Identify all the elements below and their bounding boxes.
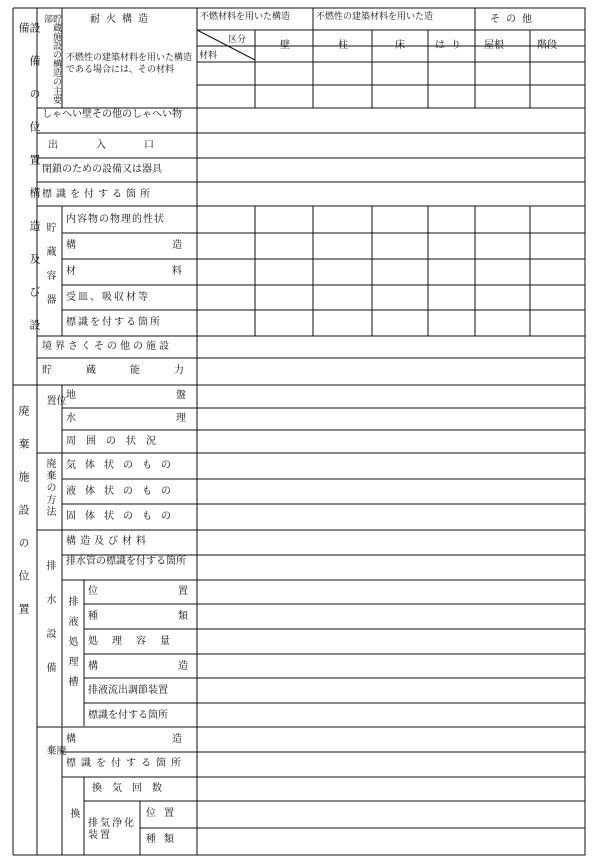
- row-storage-capacity: 貯蔵能力: [42, 365, 218, 376]
- group-drain-facility: 排水設備: [44, 560, 55, 696]
- sc-material: 材料: [66, 266, 278, 277]
- dm-liquid: 液体状のもの: [66, 486, 180, 497]
- et-structure: 構造: [88, 661, 268, 672]
- group-storage-container: 貯蔵容器: [44, 222, 55, 318]
- group-exhaust-purifier: 排気浄化装置: [88, 818, 136, 841]
- header-main-parts: 貯蔵施設の構造の主要部: [42, 14, 61, 104]
- header-kubun: 区分: [228, 35, 247, 45]
- dm-solid: 固体状のもの: [66, 511, 180, 522]
- row-boundary-fence: 境界さくその他の施設: [42, 341, 172, 352]
- bg-sign-location: 標識を付する箇所: [66, 758, 186, 769]
- bg-air-changes: 換気回数: [92, 783, 172, 794]
- header-other: その他: [490, 14, 538, 25]
- header-nonflammable-structure: 不燃材料を用いた構造: [200, 12, 291, 22]
- header-fire-resistant: 耐火構造: [90, 14, 154, 25]
- loc-surroundings: 周囲の状況: [66, 436, 166, 447]
- sc-receiver: 受皿、吸収材等: [66, 292, 150, 303]
- header-zairyo: 材料: [199, 51, 218, 61]
- et-outflow-regulator: 排液流出調節装置: [88, 685, 168, 696]
- et-type: 種類: [88, 611, 268, 622]
- section-label-bottom: 廃棄施設の位置: [17, 405, 30, 636]
- header-nonflammable-note: 不燃性の建築材料を用いた構造である場合には、その材料: [66, 53, 193, 75]
- bg-structure: 構造: [66, 734, 278, 745]
- row-entrance: 出入口: [48, 140, 192, 151]
- row-sign-location-1: 標識を付する箇所: [42, 189, 154, 200]
- df-drainpipe-sign: 排水管の標識を付する箇所: [66, 556, 186, 567]
- et-location: 位置: [88, 586, 268, 597]
- loc-ground: 地盤: [66, 390, 286, 401]
- sc-structure: 構造: [66, 240, 278, 251]
- col-roof: 屋根: [484, 40, 504, 51]
- group-disposal-method: 廃棄の方法: [44, 458, 55, 518]
- col-stairs: 階段: [537, 40, 557, 51]
- col-wall: 壁: [280, 40, 290, 51]
- et-sign-location: 標識を付する箇所: [88, 710, 168, 721]
- sc-sign-location: 標識を付する箇所: [66, 317, 162, 328]
- col-pillar: 柱: [338, 40, 348, 51]
- et-capacity: 処理容量: [88, 636, 184, 647]
- ep-location: 位置: [146, 808, 182, 819]
- ep-type: 種類: [146, 834, 182, 845]
- header-nonflammable-building: 不燃性の建築材料を用いた造: [316, 12, 434, 22]
- col-beam: はり: [435, 40, 467, 51]
- group-disposal: 廃棄: [44, 745, 65, 779]
- loc-water: 水理: [66, 413, 286, 424]
- group-ventilation: 換: [68, 808, 79, 818]
- row-shielding-wall: しゃへい壁その他のしゃへい物: [42, 109, 182, 120]
- dm-gas: 気体状のもの: [66, 460, 180, 471]
- group-effluent-tank: 排液処理槽: [66, 596, 77, 696]
- col-floor: 床: [395, 40, 405, 51]
- df-structure-material: 構造及び材料: [66, 536, 150, 547]
- group-location: 位置: [44, 395, 65, 429]
- sc-physical-state: 内容物の物理的性状: [66, 214, 165, 225]
- row-closing-device: 閉鎖のための設備又は器具: [42, 164, 162, 175]
- section-label-top: 設備の位置構造及び設備: [17, 22, 41, 352]
